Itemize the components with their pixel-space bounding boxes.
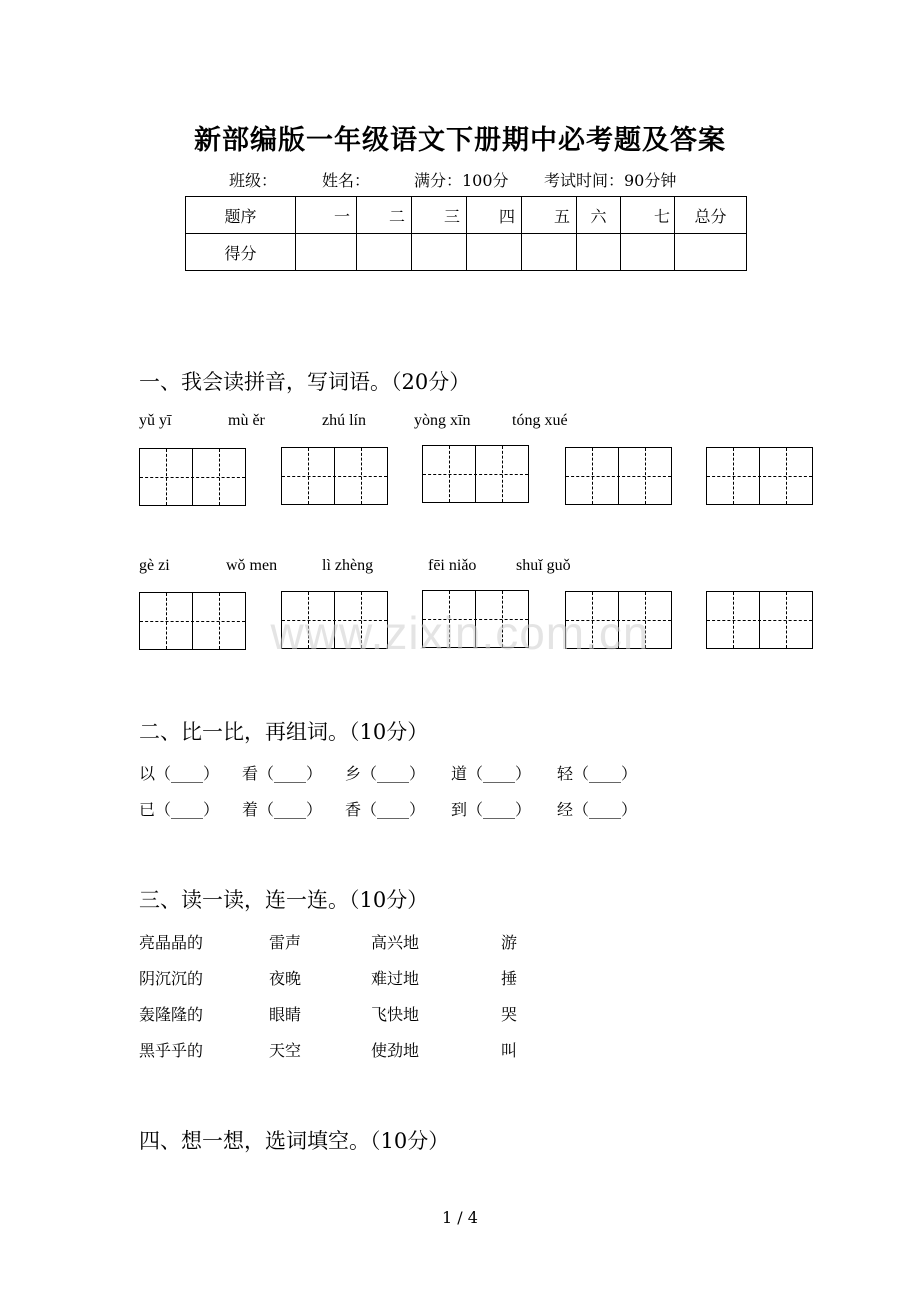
- score-cell[interactable]: [675, 234, 747, 271]
- header-cell: 一: [296, 197, 357, 234]
- match-item: 阴沉沉的: [139, 969, 204, 988]
- score-table-row: [186, 234, 747, 271]
- match-item: 游: [501, 933, 518, 952]
- score-cell[interactable]: [357, 234, 412, 271]
- pinyin: shuǐ guǒ: [516, 557, 571, 574]
- word-item: 道（____）: [451, 764, 532, 783]
- pinyin: mù ěr: [228, 412, 265, 429]
- header-cell: 四: [467, 197, 522, 234]
- pinyin: yǔ yī: [139, 412, 172, 429]
- header-cell: 五: [522, 197, 577, 234]
- match-item: 哭: [501, 1005, 518, 1024]
- section-3-heading: 三、读一读，连一连。（10分）: [139, 888, 429, 912]
- name-label: 姓名：: [322, 171, 371, 190]
- pinyin: yòng xīn: [414, 412, 471, 429]
- score-table: [185, 196, 747, 271]
- writing-grid[interactable]: [422, 445, 529, 503]
- writing-grid[interactable]: [706, 447, 813, 505]
- match-item: 雷声: [269, 933, 302, 952]
- score-cell[interactable]: [296, 234, 357, 271]
- page-number: 1 / 4: [442, 1208, 478, 1227]
- match-item: 难过地: [371, 969, 420, 988]
- writing-grid[interactable]: [281, 447, 388, 505]
- header-cell: 六: [577, 197, 621, 234]
- word-item: 已（____）: [139, 800, 220, 819]
- pinyin: gè zi: [139, 557, 170, 574]
- pinyin: tóng xué: [512, 412, 568, 429]
- pinyin: fēi niǎo: [428, 557, 477, 574]
- match-item: 捶: [501, 969, 518, 988]
- match-item: 亮晶晶的: [139, 933, 204, 952]
- score-cell[interactable]: [621, 234, 675, 271]
- match-item: 轰隆隆的: [139, 1005, 204, 1024]
- word-item: 香（____）: [345, 800, 426, 819]
- match-item: 眼睛: [269, 1005, 302, 1024]
- writing-grid[interactable]: [139, 448, 246, 506]
- section-2-heading: 二、比一比，再组词。（10分）: [139, 720, 429, 744]
- match-item: 夜晚: [269, 969, 302, 988]
- match-item: 使劲地: [371, 1041, 420, 1060]
- writing-grid[interactable]: [565, 447, 672, 505]
- score-cell[interactable]: [522, 234, 577, 271]
- word-item: 轻（____）: [557, 764, 638, 783]
- word-item: 以（____）: [139, 764, 220, 783]
- section-4-heading: 四、想一想，选词填空。（10分）: [139, 1129, 450, 1153]
- row-label-cell: 得分: [186, 234, 296, 271]
- header-cell: 二: [357, 197, 412, 234]
- match-item: 高兴地: [371, 933, 420, 952]
- page-title: 新部编版一年级语文下册期中必考题及答案: [194, 125, 726, 156]
- word-item: 到（____）: [451, 800, 532, 819]
- full-score-label: 满分：100分: [414, 171, 509, 190]
- word-item: 看（____）: [242, 764, 323, 783]
- watermark: www.zixin.com.cn: [270, 607, 650, 659]
- class-label: 班级：: [229, 171, 278, 190]
- score-cell[interactable]: [577, 234, 621, 271]
- pinyin: zhú lín: [322, 412, 366, 429]
- word-item: 乡（____）: [345, 764, 426, 783]
- pinyin: wǒ men: [226, 557, 278, 574]
- match-item: 飞快地: [371, 1005, 420, 1024]
- word-item: 经（____）: [557, 800, 638, 819]
- header-cell: 三: [412, 197, 467, 234]
- score-table-header: [186, 197, 747, 234]
- match-item: 黑乎乎的: [139, 1041, 204, 1060]
- word-item: 着（____）: [242, 800, 323, 819]
- header-cell: 七: [621, 197, 675, 234]
- score-cell[interactable]: [467, 234, 522, 271]
- header-cell: 题序: [186, 197, 296, 234]
- pinyin: lì zhèng: [322, 557, 374, 574]
- section-1-heading: 一、我会读拼音，写词语。（20分）: [139, 370, 471, 394]
- header-cell: 总分: [675, 197, 747, 234]
- score-cell[interactable]: [412, 234, 467, 271]
- match-item: 天空: [269, 1041, 302, 1060]
- match-item: 叫: [501, 1041, 518, 1060]
- exam-time-label: 考试时间：90分钟: [544, 171, 677, 190]
